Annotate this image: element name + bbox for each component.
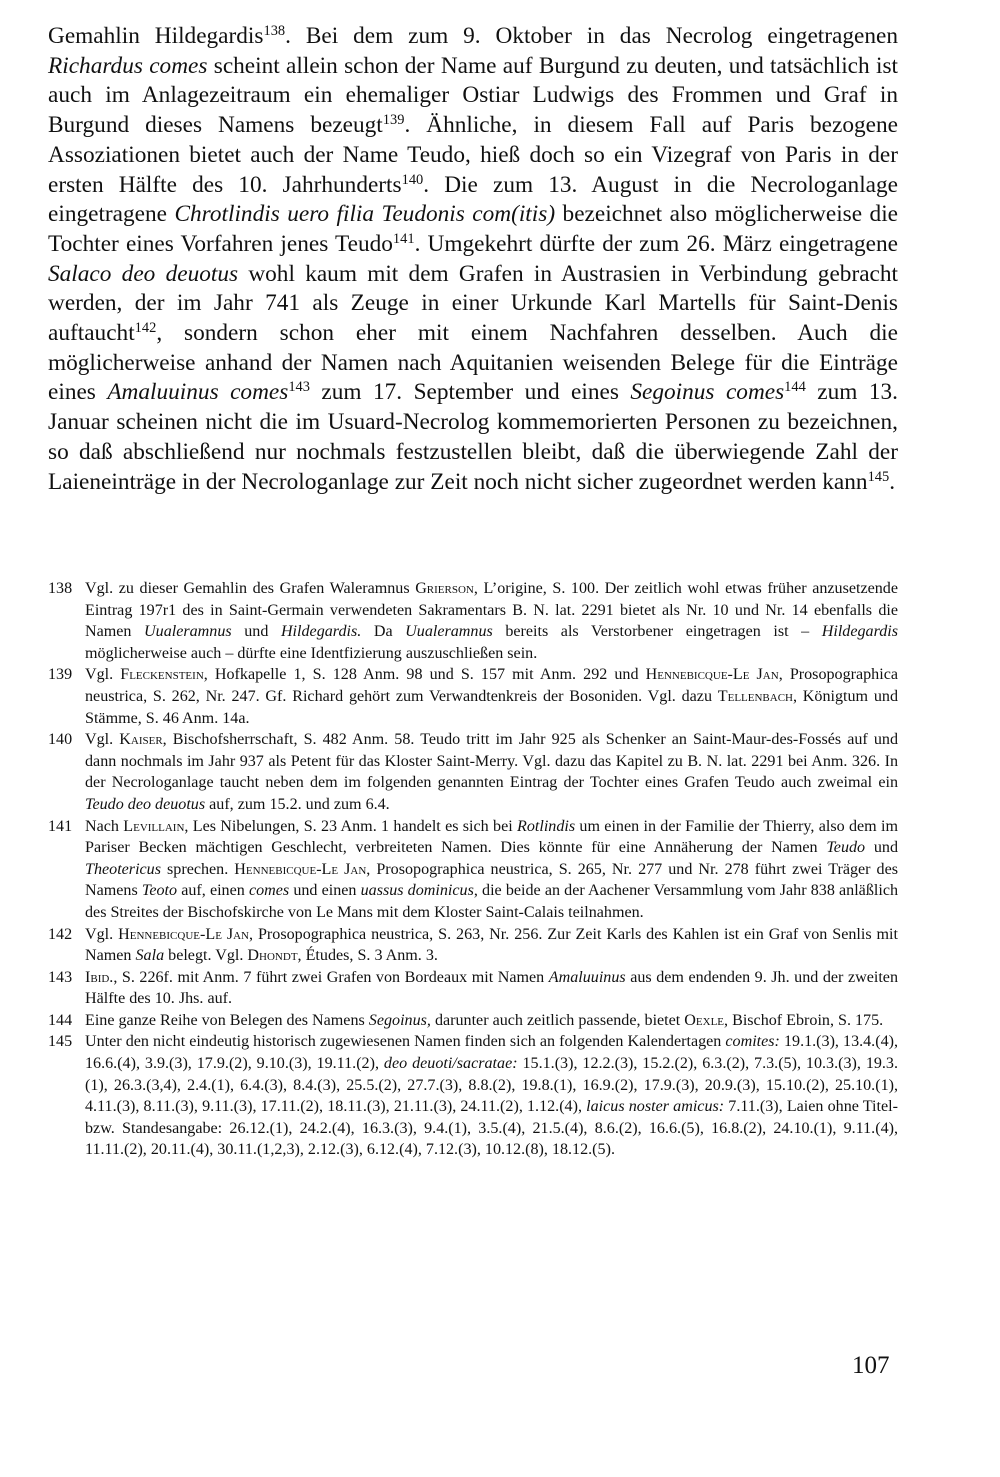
footnote-ref: 142: [134, 320, 157, 337]
text-run: Da: [361, 623, 406, 641]
footnote-text: [85, 924, 898, 967]
page: [48, 22, 898, 497]
footnote-ref: 139: [382, 112, 405, 129]
footnote: [48, 1031, 898, 1161]
author-name: Hennebicque-Le Jan: [234, 860, 367, 878]
author-name: Dhondt: [247, 947, 298, 965]
text-run: , Hofkapelle 1, S. 128 Anm. 98 und S. 157 mit Anm. 292 und: [203, 666, 646, 684]
author-name: Kaiser: [119, 731, 163, 749]
text-run: Unter den nicht eindeutig historisch zugewiesenen Namen finden sich an folgenden Kalendertagen: [85, 1033, 726, 1051]
italic-text: Amaluuinus: [548, 968, 626, 986]
footnote-number: 140: [48, 731, 73, 749]
text-run: .: [889, 468, 896, 495]
footnote-ref: 143: [288, 379, 310, 396]
italic-text: Salaco deo deuotus: [48, 260, 239, 287]
footnote-number: 143: [48, 968, 73, 986]
italic-text: deo deuoti/sacratae:: [383, 1055, 518, 1073]
text-run: , Prosopographica neustrica, S. 262, Nr. 247. Gf. Richard gehört zum Verwandtenkreis der Bosoniden. Vgl. dazu: [85, 666, 898, 705]
italic-text: Uualeramnus: [405, 623, 493, 641]
text-run: , L’origine, S. 100. Der zeitlich wohl etwas früher anzusetzende Eintrag 197r1 des in Saint-Germain verwendeten Sakramentars B. N. lat. 2291 bietet als Nr. 10 und Nr. 14 ebenfalls die Namen: [85, 580, 899, 641]
author-name: Fleckenstein: [120, 666, 204, 684]
footnote: [48, 664, 898, 729]
italic-text: Chrotlindis uero filia Teudonis com(itis): [174, 201, 556, 228]
text-run: Gemahlin Hildegardis: [48, 23, 264, 49]
text-run: und einen: [289, 882, 361, 900]
text-run: Vgl. zu dieser Gemahlin des Grafen Waleramnus: [85, 580, 416, 597]
author-name: Hennebicque-Le Jan: [118, 925, 250, 943]
text-run: wohl kaum mit dem Grafen in Austrasien in Verbindung gebracht werden, der im Jahr 741 als Zeuge in einer Urkunde Karl Martells für Saint-Denis auftaucht: [48, 260, 899, 347]
text-run: . Umgekehrt dürfte der zum 26. März eingetragene: [414, 230, 898, 257]
text-run: , Königtum und Stämme, S. 46 Anm. 14a.: [85, 687, 898, 727]
footnotes: [48, 578, 898, 1161]
italic-text: Uualeramnus: [144, 623, 232, 641]
text-run: , S. 226f. mit Anm. 7 führt zwei Grafen von Bordeaux mit Namen: [113, 968, 549, 986]
text-run: , Prosopographica neustrica, S. 265, Nr. 277 und Nr. 278 führt zwei Träger des Namens: [85, 860, 898, 900]
italic-text: Segoinus comes: [630, 379, 785, 406]
italic-text: Segoinus,: [368, 1011, 431, 1029]
italic-text: Teudo deo deuotus: [85, 795, 206, 813]
footnote: [48, 729, 898, 815]
italic-text: Amaluuinus comes: [107, 379, 289, 406]
text-run: bereits als Verstorbener eingetragen ist –: [492, 623, 822, 641]
footnote-number: 145: [48, 1033, 73, 1051]
italic-text: comites:: [725, 1033, 780, 1051]
footnote-ref: 140: [401, 171, 424, 188]
text-run: möglicherweise auch – dürfte eine Identfizierung auszuschließen sein.: [85, 644, 538, 662]
text-run: um einen in der Familie der Thierry, also dem im Pariser Becken mächtigen Geschlecht, verbreiteten Namen. Dies könnte für eine Annäherung der Namen: [85, 817, 898, 857]
footnote: [48, 1010, 898, 1032]
italic-text: Theotericus: [85, 860, 161, 878]
footnote: [48, 967, 898, 1010]
footnote-text: [85, 578, 898, 664]
text-run: zum 17. September und eines: [309, 379, 631, 406]
footnote-text: [85, 967, 898, 1010]
italic-text: Teudo: [826, 839, 866, 857]
footnote-ref: 138: [263, 23, 286, 40]
text-run: . Die zum 13. August in die Necrologanlage eingetragene: [48, 171, 898, 228]
text-run: , Les Nibelungen, S. 23 Anm. 1 handelt es sich bei: [184, 817, 517, 835]
footnote-text: [85, 664, 898, 729]
text-run: bezeichnet also möglicherweise die Tochter eines Vorfahren jenes Teudo: [48, 201, 899, 257]
text-run: Vgl.: [85, 666, 121, 684]
italic-text: Richardus comes: [48, 52, 208, 79]
text-run: . Bei dem zum 9. Oktober in das Necrolog eingetragenen: [285, 23, 898, 49]
italic-text: laicus noster amicus:: [586, 1098, 725, 1116]
text-run: 15.1.(3), 12.2.(3), 15.2.(2), 6.3.(2), 7.3.(5), 10.3.(3), 19.3.(1), 26.3.(3,4), 2.4.(1), 6.4.(3), 8.4.(3), 25.5.(2), 27.7.(3), 8.8.(2), 19.8.(1), 16.9.(2), 17.9.(3), 20.9.(3), 15.10.(2), 25.10.(1), 4.11.(3), 8.11.(3), 9.11.(3), 17.11.(2), 18.11.(3), 21.11.(3), 24.11.(2), 1.12.(4),: [85, 1055, 899, 1116]
text-run: und: [865, 839, 898, 857]
footnote: [48, 924, 898, 967]
main-text: [48, 22, 898, 497]
text-run: darunter auch zeitlich passende, bietet: [430, 1011, 685, 1029]
footnote-number: 139: [48, 666, 73, 684]
text-run: . Ähnliche, in diesem Fall auf Paris bezogene Assoziationen bietet auch der Name Teudo, hieß doch so ein Vizegraf von Paris in der ersten Hälfte des 10. Jahrhunderts: [48, 112, 898, 198]
italic-text: comes: [248, 882, 290, 900]
text-run: sprechen.: [161, 860, 235, 878]
text-run: scheint allein schon der Name auf Burgund zu deuten, und tatsächlich ist auch im Anlagezeitraum ein ehemaliger Ostiar Ludwigs des Frommen und Graf in Burgund dieses Namens bezeugt: [48, 52, 898, 139]
author-name: Tellenbach: [717, 687, 793, 705]
italic-text: Rotlindis: [517, 817, 576, 835]
text-run: Vgl.: [85, 731, 120, 749]
footnote-ref: 144: [784, 379, 806, 396]
text-run: aus dem endenden 9. Jh. und der zweiten Hälfte des 10. Jhs. auf.: [85, 968, 898, 1008]
footnote-ref: 145: [867, 468, 890, 485]
footnote-number: 144: [48, 1011, 73, 1029]
text-run: , Prosopographica neustrica, S. 263, Nr. 256. Zur Zeit Karls des Kahlen ist ein Graf von Senlis mit Namen: [85, 925, 898, 965]
author-name: Grierson: [415, 580, 474, 597]
footnote-text: [85, 729, 898, 815]
text-run: und: [231, 623, 281, 641]
text-run: auf, zum 15.2. und zum 6.4.: [205, 795, 390, 813]
text-run: Vgl.: [85, 925, 119, 943]
footnote-number: 142: [48, 925, 73, 943]
text-run: Eine ganze Reihe von Belegen des Namens: [85, 1011, 369, 1029]
footnote-text: [85, 1010, 898, 1032]
text-run: auf, einen: [177, 882, 249, 900]
text-run: , Études, S. 3 Anm. 3.: [297, 947, 438, 965]
text-run: , Bischofsherrschaft, S. 482 Anm. 58. Teudo tritt im Jahr 925 als Schenker an Saint-Maur-des-Fossés auf und dann nochmals im Jahr 937 als Petent für das Kloster Saint-Merry. Vgl. dazu das Kapitel zu B. N. lat. 2291 bei Anm. 326. In der Necrologanlage taucht neben dem im folgenden genannten Eintrag der Tochter eines Grafen Teudo auch zweimal ein: [85, 731, 899, 792]
footnote-number: 141: [48, 817, 73, 835]
text-run: Nach: [85, 817, 124, 835]
footnote-text: [85, 1031, 898, 1161]
author-name: Hennebicque-Le Jan: [645, 666, 779, 684]
footnote-ref: 141: [392, 230, 415, 247]
italic-text: Hildegardis: [821, 623, 899, 641]
author-name: Oexle: [684, 1011, 725, 1029]
footnote-number: 138: [48, 580, 73, 597]
text-run: 7.11.(3), Laien ohne Titel- bzw. Standesangabe: 26.12.(1), 24.2.(4), 16.3.(3), 9.4.(1), 3.5.(4), 21.5.(4), 8.6.(2), 16.6.(5), 16.8.(2), 24.10.(1), 9.11.(4), 11.11.(2), 20.11.(4), 30.11.(1,2,3), 2.12.(3), 6.12.(4), 7.12.(3), 10.12.(8), 18.12.(5).: [85, 1098, 898, 1159]
italic-text: Sala: [135, 947, 165, 965]
italic-text: Teoto: [141, 882, 178, 900]
text-run: , die beide an der Aachener Versammlung vom Jahr 838 anläßlich des Streites der Bischofskirche von Le Mans mit dem Kloster Saint-Calais teilnahmen.: [85, 882, 899, 921]
text-run: , Bischof Ebroin, S. 175.: [724, 1011, 884, 1029]
footnote: [48, 816, 898, 924]
text-run: zum 13. Januar scheinen nicht die im Usuard-Necrolog kommemorierten Personen zu bezeichnen, so daß abschließend nur nochmals festzustellen bleibt, daß die überwiegende Zahl der Laieneinträge in der Necrologanlage zur Zeit noch nicht sicher zugeordnet werden kann: [48, 379, 898, 495]
footnote-text: [85, 816, 898, 924]
footnote: [48, 578, 898, 664]
author-name: Levillain: [123, 817, 185, 835]
author-name: Ibid.: [85, 968, 114, 986]
text-run: 19.1.(3), 13.4.(4), 16.6.(4), 3.9.(3), 17.9.(2), 9.10.(3), 19.11.(2),: [85, 1033, 898, 1073]
text-run: , sondern schon eher mit einem Nachfahren desselben. Auch die möglicherweise anhand der Namen nach Aquitanien weisenden Belege für die Einträge eines: [48, 320, 898, 406]
italic-text: Hildegardis.: [280, 623, 362, 641]
text-run: belegt. Vgl.: [164, 947, 248, 965]
italic-text: uassus dominicus: [360, 882, 474, 900]
page-number: 107: [852, 1352, 890, 1379]
